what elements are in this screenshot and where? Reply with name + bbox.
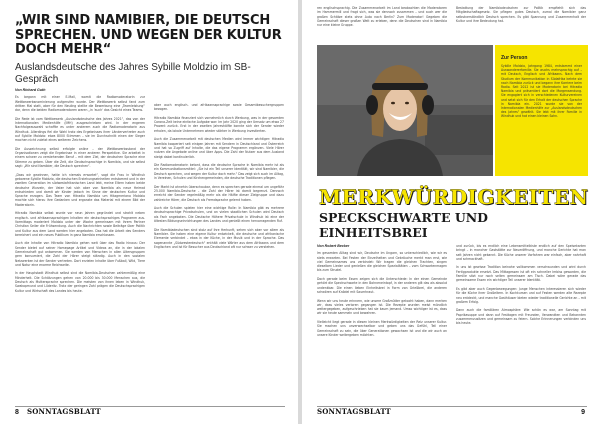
article-byline: Von Richard Guth: [15, 88, 46, 92]
paragraph: Im gesamten Alltag sind wir, Deutsche im Ungarn, so unterschiedlich, wie wir es stets erwarten. Bei Festen der Einzelheiten und Gebräuche merkt man erst, wie viel Gemeinsames uns verbindet: Wir tragen die gleichen Trachten, singen dieselben Lieder und genießen die gleichen Spezialitäten – vom Schwartenmagen bis zum Strudel.: [317, 251, 447, 273]
paragraph: und zurück, bis es endlich eine Lebensmittelkiste endlich auf den Speisekarten bringt – in mancher Gaststätte zur Neueröffnung, und manche Gerichte hat man seit Jahren nicht gekannt. Die Küche unserer Vorfahren war einfach, aber nahrhaft und schmackhaft.: [456, 244, 586, 261]
right-top-column-2: [456, 6, 586, 40]
paragraph: In der Hauptstadt Windhuk selbst sind die Namibia-Deutschen zahlenmäßig eine Minderheit. Die Schätzungen gehen von 20.000 bis 30.000 Menschen aus, die Deutsch als Muttersprache sprechen. Die meisten von ihnen leben in Windhuk, Swakopmund und Lüderitz. Trotz der geringen Zahl prägen die Deutschsprachigen Kultur und Wirtschaft des Landes bis heute.: [15, 271, 145, 293]
right-column-1: [317, 244, 447, 399]
page-number: 8: [15, 409, 19, 416]
paragraph: Auch die Inhalte von Hitradio Namibia gehen weit über das Radio hinaus: Der Sender bietet auf seiner Homepage Artikel und Videos an, die in der lokalen Gemeinschaft gut ankommen. Sie werden von Menschen in allen Altersgruppen gern konsumiert, die Zahl der Hörer steigt ständig. Auch in den sozialen Netzwerken ist der Sender vertreten. Dort erzielen Inhalte über Fußball, Wild, Tiere und Natur eine enorme Reichweite.: [15, 241, 145, 267]
page-number: 9: [581, 409, 585, 416]
paragraph: Die Radiomoderatorin betont, dass die deutsche Sprache in Namibia mehr ist als ein Kommunikationsmittel: „Sie ist ein Teil unserer Identität, wir sind Namibier, die Deutsch sprechen, und wegen der Kultur doch mehr.“ Das zeigt sich auch im Alltag, in Vereinen, Schulen und Kirchengemeinden, die deutsche Traditionen pflegen.: [154, 163, 284, 181]
info-box: [495, 45, 588, 176]
info-box-text: Sybille Moldzio, Jahrgang 1984, entstammt einer Auswandererfamilie. Sie wuchs mehrsprachig auf – mit Deutsch, Englisch und Afrikaans. Nach dem Studium der Kommunikation in Südafrika kehrte sie nach Namibia zurück und begann ihre Karriere beim Radio. Seit 2012 ist sie Moderatorin bei Hitradio Namibia und präsentiert dort die Morgensendung. Sie engagiert sich in verschiedenen Kulturvereinen und setzt sich für den Erhalt der deutschen Sprache in Namibia ein. 2021 wurde sie von der Internationalen Medienhilfe zur „Auslandsdeutschen des Jahres“ gewählt. Sie lebt mit ihrer Familie in Windhuk und hat einen kleinen Sohn.: [501, 64, 582, 119]
paragraph: Die Auszeichnung selbst erfolgte online – der Wettbewerbsstand der Organisationen zeigt die Ergebnisse in einer anderen Perspektive. Sie arbeitet in einem schwer zu verstehenden Beruf – mit dem Ziel, der deutschen Sprache eine Stimme zu geben. Über die Zeit, die Deutschsprachige in Namibia, und sie selbst sagt: „Wir sind Namibier, die Deutsch sprechen“.: [15, 146, 145, 169]
paragraph: In uns ist gewisse Tradition beinahe vollkommen verschwunden und wird durch Fertigprodukte ersetzt. Das Mittagessen ist oft ein schneller Imbiss geworden, die Familie sitzt nur noch selten gemeinsam am Tisch. Dabei wäre gerade das gemeinsame Essen ein wichtiger Teil unserer Identität.: [456, 265, 586, 283]
paragraph: aber auch englisch- und afrikaanssprachige sowie Gesamtbesuchergruppen bezogen.: [154, 103, 284, 112]
right-top-column-1: [317, 6, 447, 40]
paragraph: Die Rede ist vom Wettbewerb „Auslandsdeutsche des Jahres 2021“, das von der Internationalen Medienhilfe (IMH) ausgeschrieben wird. In der engeren Nachfolgeauswahl schaffte es unter anderem auch die Radiomoderatorin aus Windhuk. Allerdings fiel die Wahl trotz des Ergebnisses ihrer Ländervertreter auch auf Sybille Moldzio: etwa 8000 Stimmen – sie im Durchschnitt einen der Sieger machen nicht zuletzt eines weiteren Zeichens.: [15, 116, 145, 143]
paragraph: Doch gerade beim Essen zeigen sich die Unterschiede: In der einen Gemeinde gehört die Speckschwarte in den Bohneneintopf, in der anderen gilt das als absolut undenkbar. Die einen lieben Einheitsbrei in Form von Grießbrei, die anderen schwören auf Knödel mit Sauerkraut.: [317, 277, 447, 294]
portrait-photo: [317, 45, 493, 176]
feature-byline: Von Robert Becker: [317, 244, 350, 248]
feature-title: MERKWÜRDIGKEITEN: [319, 185, 589, 209]
paragraph: Bestattung der Namibiadeutschen zur Politik empfiehlt sich das Mitgliedschaftsgesetz. Sie pflegen gutes Deutsch, zumal die Namibier ganz selbstverständlich Deutsch sprechen. Es gibt Spannung und Zusammenhalt der Kultur und ihre Bedeutung hat.: [456, 6, 586, 23]
left-column-2: [154, 103, 284, 398]
footer-title: SONNTAGSBLATT: [317, 407, 391, 416]
paragraph: Auch die Zusammenarbeit mit deutschen Medien wird immer wichtiger: Hitradio Namibia kooperiert seit einigen Jahren mit Sendern in Deutschland und Österreich und hat so Zugriff auf Inhalte, die das eigene Programm ergänzen. Viele Hörer nutzen die Angebote online und über Apps. Die Zahl der Nutzer aus dem Ausland steigt dabei kontinuierlich.: [154, 137, 284, 159]
paragraph: Auch die Schulen spielen hier eine wichtige Rolle: In Namibia gibt es mehrere deutschsprachige Privatschulen, und an vielen staatlichen Schulen wird Deutsch als Fach angeboten. Die Deutsche Höhere Privatschule in Windhuk ist eine der ältesten Bildungseinrichtungen des Landes und genießt einen hervorragenden Ruf.: [154, 206, 284, 224]
paragraph: Wenn wir uns heute erinnern, wie unsere Großmütter gekocht haben, dann merken wir, dass vieles verloren gegangen ist. Die Rezepte wurden meist mündlich weitergegeben, aufgeschrieben hat sie kaum jemand. Umso wichtiger ist es, dass wir sie heute sammeln und bewahren.: [317, 298, 447, 316]
left-page: [0, 0, 298, 424]
paragraph: Hitradio Namibia finanziert sich vornehmlich durch Werbung, was in der gesamten Corona-Zeit keine einfache Aufgabe war: Im Jahr 2020 ging der Umsatz um etwa 27 Prozent zurück. Erst in der zweiten Jahreshälfte konnte sich der Sender wieder erholen, da lokale Unternehmen wieder stärker in Werbung investierten.: [154, 115, 284, 133]
footer-title: SONNTAGSBLATT: [27, 407, 101, 416]
paragraph: Es gibt aber auch Gegenbewegungen: Junge Menschen interessieren sich wieder für die Küche ihrer Großeltern. In Kochkursen und auf Festen werden alte Rezepte neu entdeckt, und manche Gasthäuser bieten wieder traditionelle Gerichte an – mit großem Erfolg.: [456, 286, 586, 304]
portrait-illustration: [317, 45, 493, 176]
paragraph: Vielleicht liegt gerade in diesen kleinen Merkwürdigkeiten der Reiz unserer Kultur. Sie machen uns unverwechselbar und geben uns das Gefühl, Teil einer Gemeinschaft zu sein, die über Generationen gewachsen ist und die wir auch an unsere Kinder weitergeben möchten.: [317, 320, 447, 337]
left-column-1: [15, 88, 145, 398]
info-box-title: Zur Person: [501, 55, 528, 61]
paragraph: Dann auch die familiären Atmosphäre: Wie schön es war, am Sonntag mit Paprikasuppe und dann auf Festtagen mit Freunden, Verwandten und Bekannten zusammenzusitzen und gemeinsam zu feiern. Solche Erinnerungen verbinden uns bis heute.: [456, 308, 586, 326]
paragraph: ren englischsprachig. Die Zusammenarbeit im Land beobachten die Moderatoren im Hammermill und fragt sich, was sie dennoch zusammen – und auch wer die großen Schätze stets ohne Auto nach Berlin? Zum Moderator! Gegeben die Gemeinschaft dieser großen Welt zu erleben, denn die Deutschen sind in Namibia nur eine kleine Gruppe.: [317, 6, 447, 28]
paragraph: Der Markt ist ohnehin überschaubar, denn es sprechen gerade einmal um ungefähr 25.000 Namibia-Deutsche – die Zahl der Hörer ist damit begrenzt. Dennoch erreicht der Sender regelmäßig mehr als die Hälfte dieser Zielgruppe und dazu zahlreiche Hörer, die Deutsch als Fremdsprache gelernt haben.: [154, 184, 284, 202]
paragraph: Die Namibiadeutschen sind stolz auf ihre Herkunft, sehen sich aber vor allem als Namibier. Sie haben eine eigene Kultur entwickelt, die deutsche und afrikanische Elemente verbindet – etwa in der Küche, in der Musik und in der Sprache. Das sogenannte „Südwesterdeutsch“ enthält viele Wörter aus dem Afrikaans und dem Englischen und ist für Besucher aus Deutschland oft nur schwer zu verstehen.: [154, 227, 284, 249]
paragraph: Es begann mit einer E-Mail, womit die Radiomoderatorin zur Wettbewerbsnominierung aufgerufen wurde. Der Wettbewerb selbst fand zum dritten Mal statt, aber für den Neuling stellte die Bewerbung eine „Teamleistung“ dar, denn die beiden Radiomoderatoren waren „in 'auch' das Gesicht eines Teams.: [15, 95, 145, 113]
paragraph: „Dass wir gewinnen, hatte ich niemals erwartet“, sagt die Frau in Windhuk geborene Sybille Moldzio, die deutschen Erziehungseinheiten entstammt und in der zweiten Generation im südwestafrikanischen Land lebt, meine Eltern haben beide deutsche Wurzeln, der Vater hat sich aber von Namibia als neue Heimat entschieden und damit wir Kinder jedoch im Sinne der deutschen Kultur und Sprache erzogen. Das Team von Hitradio Namibia um Hitagmeriano Moldzio machte sich hierzu ihre Gedanken und erganzte das Material mit einem Bild der Moderatorin.: [15, 172, 145, 207]
article-subheadline: Auslandsdeutsche des Jahres Sybille Moldzio im SB-Gespräch: [15, 62, 251, 85]
right-page: [302, 0, 600, 424]
article-headline: „WIR SIND NAMIBIER, DIE DEUTSCH SPRECHEN. UND WEGEN DER KULTUR DOCH MEHR“: [15, 13, 282, 57]
paragraph: Hitradio Namibia selbst wurde vor neun Jahren gegründet und strahlt neben englisch- und afrikaanssprachigen Inhalten ein deutschsprachiges Programm aus. Vormittags moderiert Moldzio unter der Woche gemeinsam mit ihrem Partner Christian Seiler die Frühsendung. Auch die Nachrichten sowie Beiträge über Politik und Kultur aus dem Land werden hier angeboten. Das hat die Arbeit des Senders bereichert und ein neues Publikum in ganz Namibia erschlossen.: [15, 211, 145, 237]
right-column-2: [456, 244, 586, 399]
feature-subtitle: SPECKSCHWARTE UND EINHEITSBREI: [319, 210, 489, 240]
